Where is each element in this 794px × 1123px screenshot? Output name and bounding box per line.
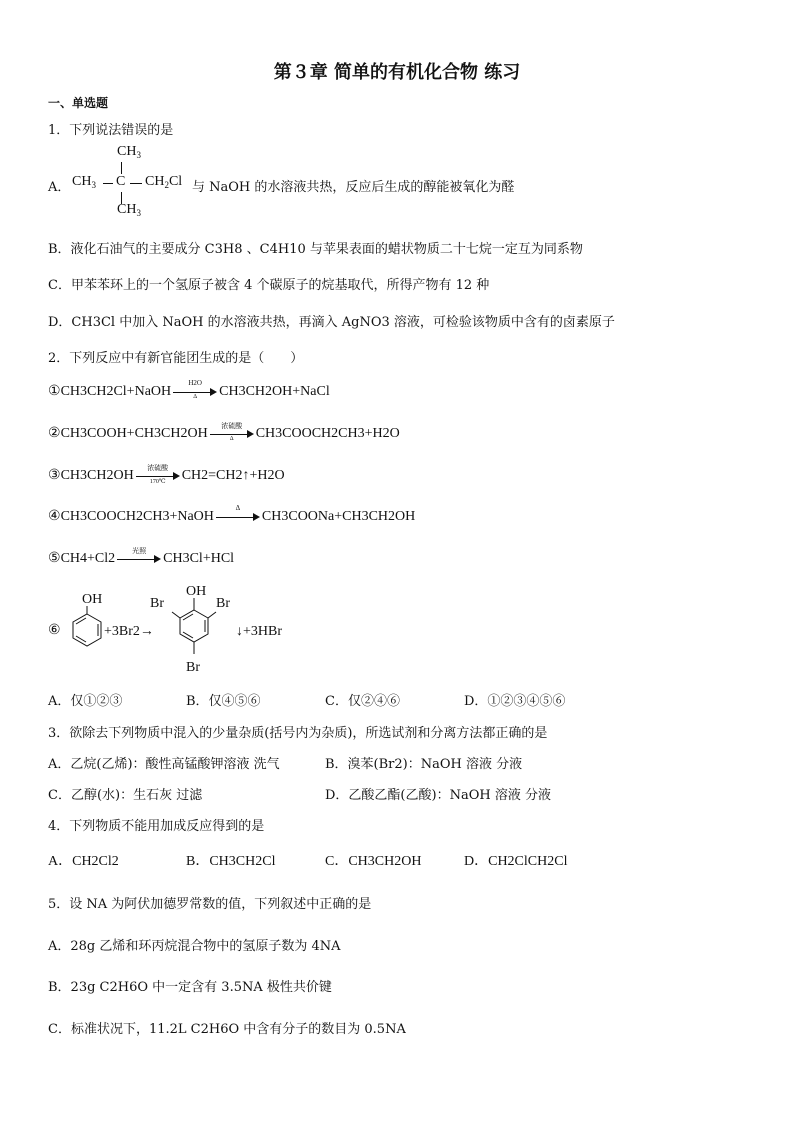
q2-option-d: D．①②③④⑤⑥	[464, 694, 566, 709]
q1-option-a-text: 与 NaOH 的水溶液共热，反应后生成的醇能被氧化为醛	[192, 180, 515, 195]
bond-right	[130, 183, 142, 184]
methyl-bottom: $CH_3$	[117, 202, 141, 218]
q4-option-d: D．CH2ClCH2Cl	[464, 854, 568, 869]
q3-option-a: A．乙烷(乙烯)：酸性高锰酸钾溶液 洗气	[48, 757, 280, 772]
q3-option-c: C．乙醇(水)：生石灰 过滤	[48, 788, 203, 803]
q1-option-d: D．CH3Cl 中加入 NaOH 的水溶液共热，再滴入 AgNO3 溶液，可检验该物质中含有的卤素原子	[48, 315, 615, 330]
reaction-4	[48, 503, 416, 525]
q2-option-b: B．仅④⑤⑥	[186, 694, 261, 709]
reaction-2-reactants: CH3COOH+CH3CH2OH	[60, 426, 208, 441]
q1-stem: 1．下列说法错误的是	[48, 123, 174, 138]
reaction-4-number: ④	[48, 509, 61, 524]
q4-option-c: C．CH3CH2OH	[325, 854, 422, 869]
reaction-1-reactants: CH3CH2Cl+NaOH	[60, 384, 172, 399]
page-title: 第３章 简单的有机化合物 练习	[273, 62, 521, 83]
q5-stem: 5．设 NA 为阿伏加德罗常数的值，下列叙述中正确的是	[48, 897, 372, 912]
q4-option-a: A．CH2Cl2	[48, 854, 119, 869]
reaction-3-reactants: CH3CH2OH	[60, 468, 134, 483]
bond-left	[103, 183, 113, 184]
benzene-ring-icon	[70, 606, 104, 652]
q3-stem: 3．欲除去下列物质中混入的少量杂质(括号内为杂质)，所选试剂和分离方法都正确的是	[48, 726, 548, 741]
phenol-oh: OH	[82, 592, 103, 607]
q2-option-c: C．仅②④⑥	[325, 694, 400, 709]
reaction-3-products: CH2=CH2↑+H2O	[181, 468, 285, 483]
q5-option-a: A．28g 乙烯和环丙烷混合物中的氢原子数为 4NA	[48, 939, 341, 954]
reaction-6-reagent: +3Br2→	[104, 624, 154, 639]
benzene-ring-icon	[170, 598, 218, 660]
bromine-bottom: Br	[186, 660, 200, 675]
reaction-5-products: CH3Cl+HCl	[163, 551, 235, 566]
reaction-4-products: CH3COONa+CH3CH2OH	[261, 509, 416, 524]
reaction-5	[48, 546, 235, 567]
reaction-2	[48, 421, 400, 442]
bromine-left: Br	[150, 596, 164, 611]
q1-option-a-prefix: A．	[48, 180, 71, 195]
q3-option-d: D．乙酸乙酯(乙酸)：NaOH 溶液 分液	[325, 788, 551, 803]
reaction-arrow-icon: $\frac{H2O}{\Delta}$	[173, 385, 217, 399]
reaction-5-number: ⑤	[48, 551, 61, 566]
bromine-right: Br	[216, 596, 230, 611]
reaction-3	[48, 463, 285, 485]
neopentyl-chloride-structure	[70, 144, 194, 224]
reaction-5-reactants: CH4+Cl2	[60, 551, 116, 566]
q5-option-c: C．标准状况下，11.2L C2H6O 中含有分子的数目为 0.5NA	[48, 1022, 406, 1037]
reaction-2-products: CH3COOCH2CH3+H2O	[255, 426, 400, 441]
reaction-2-number: ②	[48, 426, 61, 441]
reaction-arrow-icon: 浓硫酸 170℃	[136, 469, 180, 483]
reversible-arrow-icon: 浓硫酸 Δ	[210, 427, 254, 441]
q4-options	[48, 850, 567, 870]
quaternary-carbon: C	[116, 174, 126, 189]
reaction-6-number: ⑥	[48, 623, 61, 638]
q4-option-b: B．CH3CH2Cl	[186, 854, 276, 869]
section-heading: 一、单选题	[48, 96, 109, 110]
bond-top	[121, 162, 122, 174]
q2-option-a: A．仅①②③	[48, 694, 123, 709]
q1-option-c: C．甲苯苯环上的一个氢原子被含 4 个碳原子的烷基取代，所得产物有 12 种	[48, 278, 490, 293]
q4-stem: 4．下列物质不能用加成反应得到的是	[48, 819, 265, 834]
q5-option-b: B．23g C2H6O 中一定含有 3.5NA 极性共价键	[48, 980, 332, 995]
q3-option-b: B．溴苯(Br2)：NaOH 溶液 分液	[325, 757, 523, 772]
q2-options	[48, 690, 565, 709]
methyl-top: $CH_3$	[117, 144, 141, 160]
tribromophenol-structure	[150, 584, 236, 680]
methyl-left: $CH_3$	[72, 174, 96, 190]
reaction-6-products: ↓+3HBr	[236, 624, 283, 639]
chloromethyl: $CH_2Cl$	[145, 174, 183, 190]
reaction-arrow-icon: 光照	[117, 552, 161, 566]
reaction-1-number: ①	[48, 384, 61, 399]
reaction-arrow-icon: Δ	[216, 510, 260, 524]
reaction-3-number: ③	[48, 468, 61, 483]
tribromophenol-oh: OH	[186, 584, 207, 599]
reaction-4-reactants: CH3COOCH2CH3+NaOH	[60, 509, 214, 524]
q2-stem: 2．下列反应中有新官能团生成的是（ ）	[48, 351, 304, 366]
reaction-1	[48, 378, 330, 400]
q1-option-b: B．液化石油气的主要成分 C3H8 、C4H10 与苹果表面的蜡状物质二十七烷一定互为同系物	[48, 242, 583, 257]
reaction-1-products: CH3CH2OH+NaCl	[219, 384, 330, 399]
